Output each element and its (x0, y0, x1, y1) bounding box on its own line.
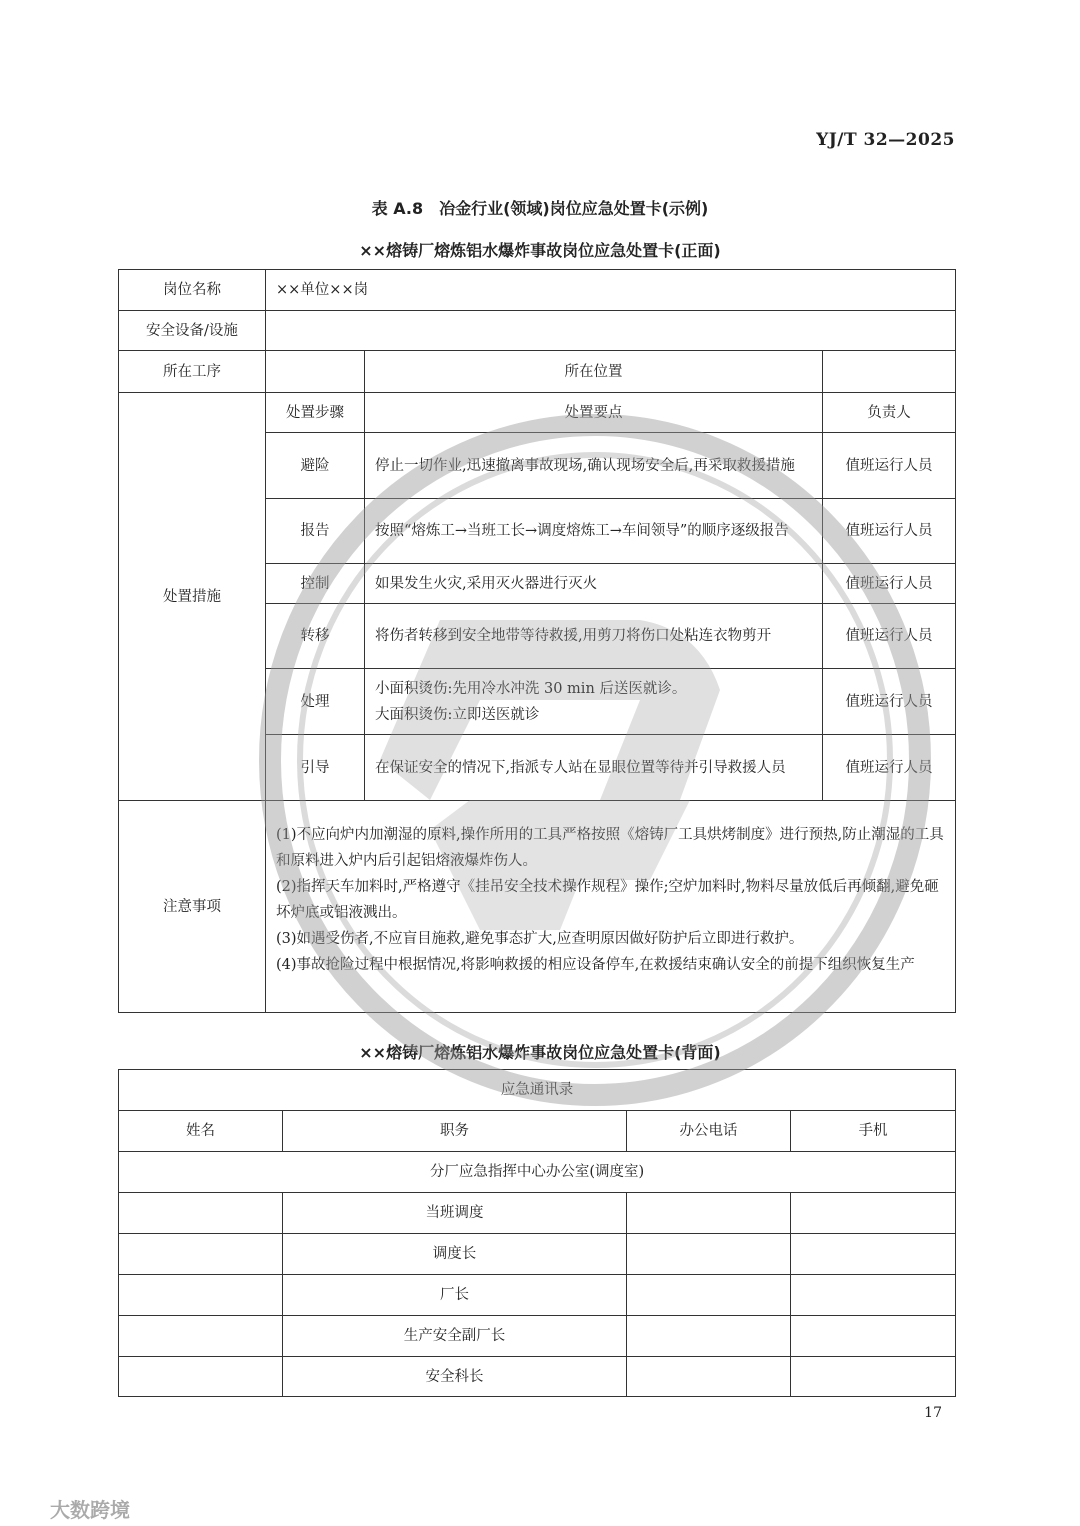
col-owner: 负责人 (823, 393, 956, 433)
contact-row (119, 1357, 956, 1397)
step-owner: 值班运行人员 (823, 604, 956, 669)
step-points: 在保证安全的情况下,指派专人站在显眼位置等待并引导救援人员 (365, 735, 823, 801)
step-owner: 值班运行人员 (823, 499, 956, 564)
col-office-phone: 办公电话 (627, 1111, 791, 1152)
step-owner: 值班运行人员 (823, 669, 956, 735)
role: 厂长 (283, 1275, 627, 1316)
directory-label: 应急通讯录 (119, 1070, 956, 1111)
section-label: 分厂应急指挥中心办公室(调度室) (119, 1152, 956, 1193)
col-position: 职务 (283, 1111, 627, 1152)
safety-equipment-label: 安全设备/设施 (119, 311, 266, 351)
notes-content (266, 801, 956, 1013)
step-name: 引导 (266, 735, 365, 801)
step-owner: 值班运行人员 (823, 433, 956, 499)
step-name: 控制 (266, 564, 365, 604)
note-item: (4)事故抢险过程中根据情况,将影响救援的相应设备停车,在救援结束确认安全的前提下组织恢复生产 (276, 956, 915, 973)
step-points: 按照“熔炼工→当班工长→调度熔炼工→车间领导”的顺序逐级报告 (365, 499, 823, 564)
process-value (266, 351, 365, 393)
page-number: 17 (924, 1405, 942, 1421)
process-label: 所在工序 (119, 351, 266, 393)
step-name: 转移 (266, 604, 365, 669)
location-value (823, 351, 956, 393)
contact-row (119, 1316, 956, 1357)
col-name: 姓名 (119, 1111, 283, 1152)
step-points-line: 小面积烫伤:先用冷水冲洗 30 min 后送医就诊。 (375, 680, 687, 697)
role: 当班调度 (283, 1193, 627, 1234)
role: 安全科长 (283, 1357, 627, 1397)
col-mobile: 手机 (791, 1111, 956, 1152)
note-item: (1)不应向炉内加潮湿的原料,操作所用的工具严格按照《熔铸厂工具烘烤制度》进行预热,防止潮湿的工具和原料进入炉内后引起铝熔液爆炸伤人。 (276, 826, 944, 869)
step-points-line: 大面积烫伤:立即送医就诊 (375, 706, 540, 723)
brand-watermark: 大数跨境 (50, 1498, 130, 1522)
role: 生产安全副厂长 (283, 1316, 627, 1357)
step-points: 如果发生火灾,采用灭火器进行灭火 (365, 564, 823, 604)
back-card-title: ××熔铸厂熔炼铝水爆炸事故岗位应急处置卡(背面) (359, 1043, 721, 1062)
contact-row (119, 1193, 956, 1234)
step-name: 处理 (266, 669, 365, 735)
note-item: (2)指挥天车加料时,严格遵守《挂吊安全技术操作规程》操作;空炉加料时,物料尽量放低后再倾翻,避免砸坏炉底或铝液溅出。 (276, 878, 939, 921)
location-label: 所在位置 (365, 351, 823, 393)
contact-row (119, 1275, 956, 1316)
measures-label: 处置措施 (119, 393, 266, 801)
standard-number: YJ/T 32—2025 (816, 130, 955, 150)
step-name: 避险 (266, 433, 365, 499)
step-owner: 值班运行人员 (823, 735, 956, 801)
post-name-label: 岗位名称 (119, 270, 266, 311)
back-card-table (118, 1069, 956, 1397)
table-title: 表 A.8 冶金行业(领域)岗位应急处置卡(示例) (371, 199, 709, 218)
contact-row (119, 1234, 956, 1275)
col-points: 处置要点 (365, 393, 823, 433)
step-name: 报告 (266, 499, 365, 564)
post-name-value: ××单位××岗 (266, 270, 956, 311)
step-points: 将伤者转移到安全地带等待救援,用剪刀将伤口处粘连衣物剪开 (365, 604, 823, 669)
front-card-table (118, 269, 956, 1013)
role: 调度长 (283, 1234, 627, 1275)
col-step: 处置步骤 (266, 393, 365, 433)
note-item: (3)如遇受伤者,不应盲目施救,避免事态扩大,应查明原因做好防护后立即进行救护。 (276, 930, 804, 947)
step-owner: 值班运行人员 (823, 564, 956, 604)
front-card-title: ××熔铸厂熔炼铝水爆炸事故岗位应急处置卡(正面) (359, 241, 721, 260)
notes-label: 注意事项 (119, 801, 266, 1013)
step-points (365, 669, 823, 735)
safety-equipment-value (266, 311, 956, 351)
step-points: 停止一切作业,迅速撤离事故现场,确认现场安全后,再采取救援措施 (365, 433, 823, 499)
